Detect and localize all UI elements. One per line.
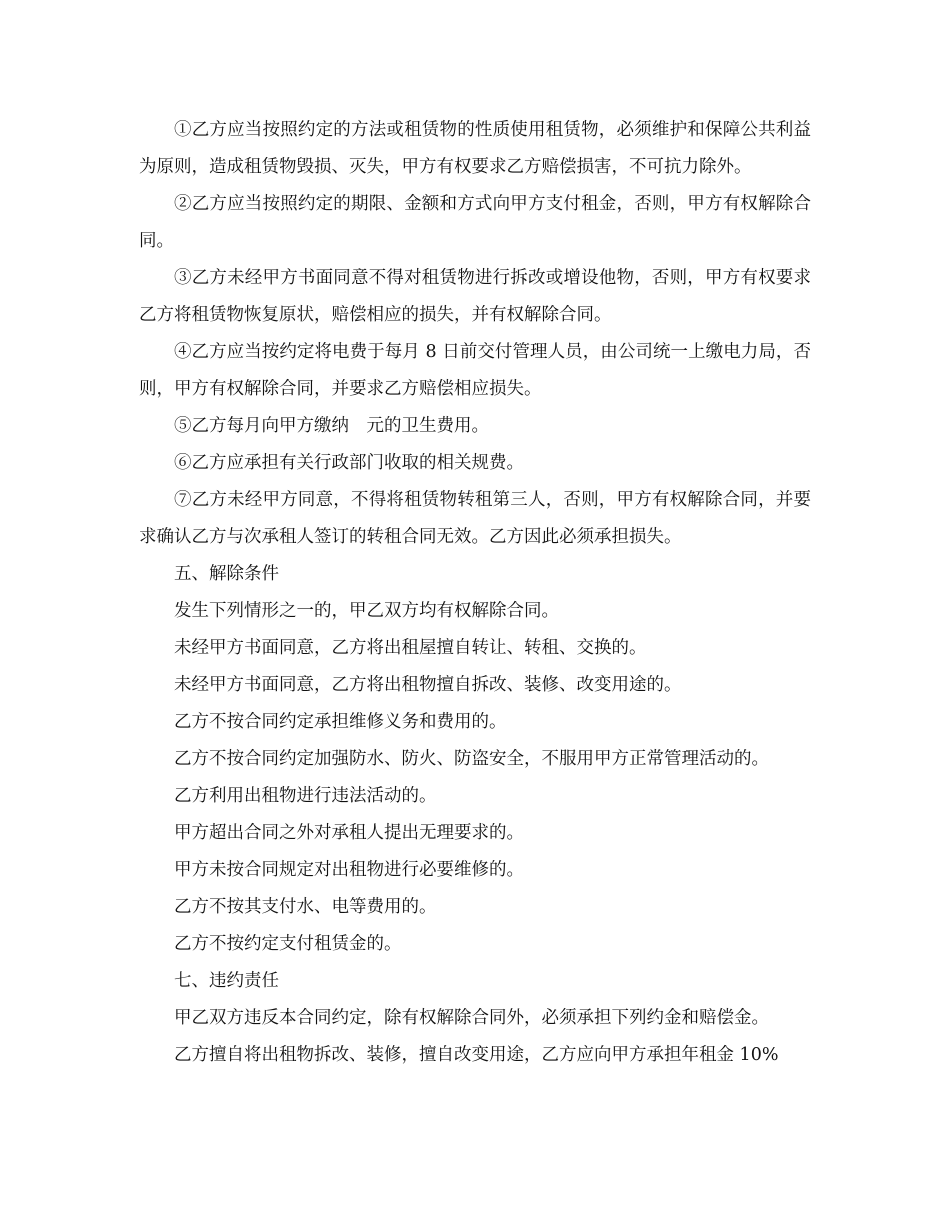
termination-intro: 发生下列情形之一的，甲乙双方均有权解除合同。 bbox=[174, 601, 559, 621]
termination-item: 乙方利用出租物进行违法活动的。 bbox=[174, 786, 437, 806]
termination-item: 乙方不按其支付水、电等费用的。 bbox=[174, 897, 437, 917]
clause-1-paragraph: ①乙方应当按照约定的方法或租赁物的性质使用租赁物，必须维护和保障公共利益为原则，造成租赁物毁损、灭失，甲方有权要求乙方赔偿损害，不可抗力除外。 bbox=[139, 120, 811, 177]
termination-item: 未经甲方书面同意，乙方将出租物擅自拆改、装修、改变用途的。 bbox=[174, 675, 682, 695]
termination-item: 乙方不按合同约定加强防水、防火、防盗安全，不服用甲方正常管理活动的。 bbox=[174, 749, 769, 769]
document-page bbox=[139, 112, 811, 1074]
liability-item: 乙方擅自将出租物拆改、装修，擅自改变用途，乙方应向甲方承担年租金 10% bbox=[174, 1045, 779, 1065]
section-heading-liability: 七、违约责任 bbox=[174, 971, 279, 991]
termination-item: 乙方不按约定支付租赁金的。 bbox=[174, 934, 402, 954]
clause-5-paragraph: ⑤乙方每月向甲方缴纳 元的卫生费用。 bbox=[174, 416, 489, 436]
clause-2-paragraph: ②乙方应当按照约定的期限、金额和方式向甲方支付租金，否则，甲方有权解除合同。 bbox=[139, 194, 811, 251]
clause-4-paragraph: ④乙方应当按约定将电费于每月 8 日前交付管理人员，由公司统一上缴电力局，否则，甲方有权解除合同，并要求乙方赔偿相应损失。 bbox=[139, 342, 811, 399]
liability-intro: 甲乙双方违反本合同约定，除有权解除合同外，必须承担下列约金和赔偿金。 bbox=[174, 1008, 769, 1028]
termination-item: 未经甲方书面同意，乙方将出租屋擅自转让、转租、交换的。 bbox=[174, 638, 647, 658]
section-heading-termination: 五、解除条件 bbox=[174, 564, 279, 584]
clause-7-paragraph: ⑦乙方未经甲方同意，不得将租赁物转租第三人，否则，甲方有权解除合同，并要求确认乙方与次承租人签订的转租合同无效。乙方因此必须承担损失。 bbox=[139, 490, 811, 547]
clause-6-paragraph: ⑥乙方应承担有关行政部门收取的相关规费。 bbox=[174, 453, 524, 473]
clause-3-paragraph: ③乙方未经甲方书面同意不得对租赁物进行拆改或增设他物，否则，甲方有权要求乙方将租赁物恢复原状，赔偿相应的损失，并有权解除合同。 bbox=[139, 268, 811, 325]
termination-item: 甲方超出合同之外对承租人提出无理要求的。 bbox=[174, 823, 524, 843]
termination-item: 乙方不按合同约定承担维修义务和费用的。 bbox=[174, 712, 507, 732]
termination-item: 甲方未按合同规定对出租物进行必要维修的。 bbox=[174, 860, 524, 880]
